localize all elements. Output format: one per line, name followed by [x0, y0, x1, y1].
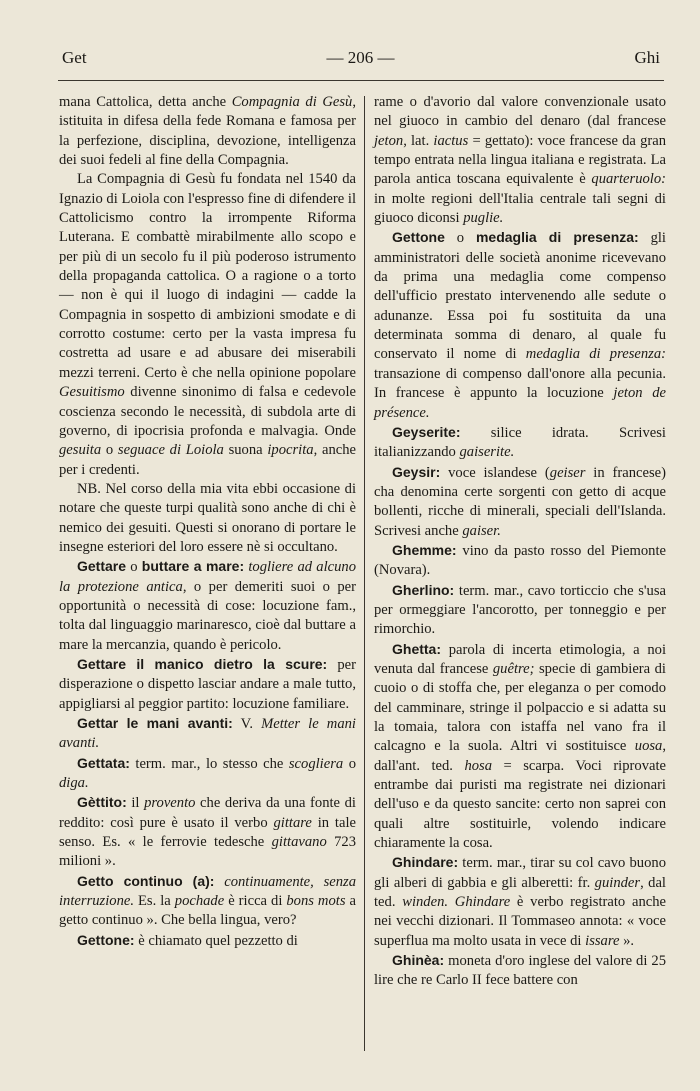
body-text: gli amministratori delle società anonime ricevevano da prima una medaglia come compenso dell'ufficio prestato intervenendo alle sedute o adunanze. Essa poi fu sostituita da una determinata somma di denaro, al quale fu conservato il nome di	[374, 230, 666, 363]
italic-text: jeton de présence.	[374, 385, 666, 421]
body-text: in molte regioni dell'Italia centrale tali segni di giuoco diconsi	[374, 190, 666, 227]
headword: Gettata:	[77, 754, 130, 771]
headword: Getto continuo (a):	[77, 872, 215, 889]
headword: medaglia di presenza:	[475, 229, 639, 246]
body-text: specie di gambiera di cuoio o di stoffa che, per eleganza o per comodo del camminare, stringe il polpaccio e si adatta su la tomaia, talora con istaffa nel vano fra il calcagno e la suola. Altri vi sostituisce	[374, 660, 666, 755]
headword: Gettare	[77, 558, 127, 575]
italic-text: iactus	[433, 132, 469, 149]
body-text: NB. Nel corso della mia vita ebbi occasione di notare che queste turpi qualità sono anche di chi è nemico dei gesuiti. Questi si onorano di portare le insegne esteriori del loro essere nè si occultano.	[59, 480, 356, 555]
body-text: transazione di compenso dall'onore alla pecunia. In francese è appunto la locuzione	[374, 365, 666, 402]
entry-paragraph	[59, 872, 356, 931]
header-left-guide-word: Get	[62, 48, 87, 67]
entry-paragraph	[59, 655, 356, 714]
entry-paragraph	[374, 93, 666, 228]
body-text: , dall'ant. ted.	[374, 738, 666, 774]
body-text	[214, 874, 224, 890]
italic-text: continuamente, senza interruzione.	[59, 873, 356, 910]
page-number: — 206 —	[326, 48, 395, 67]
body-text: in francese) cha denomina certe sorgenti con getto di acque bollenti, ricche di minerali, speciali dell'Islanda. Scrivesi anche	[374, 464, 666, 539]
italic-text: geiser	[549, 464, 586, 481]
body-text: rame o d'avorio dal valore convenzionale usato nel giuoco in cambio del denaro (dal francese	[374, 94, 666, 130]
body-text: ».	[619, 932, 635, 949]
entry-paragraph	[59, 170, 356, 480]
headword: Gettar le mani avanti:	[77, 715, 233, 731]
body-text: moneta d'oro inglese del valore di 25 lire che re Carlo II fece battere con	[374, 953, 666, 989]
entry-paragraph	[374, 541, 666, 581]
entry-paragraph	[59, 480, 356, 557]
entry-paragraph	[374, 853, 666, 951]
body-text: o	[101, 442, 118, 459]
body-text: = gettato): voce francese da gran tempo entrata nella lingua italiana e registrata. La parola antica toscana equivalente è	[374, 132, 666, 188]
entry-paragraph	[59, 714, 356, 754]
headword: Gettare il manico dietro la scure:	[77, 655, 328, 672]
italic-text: provento	[144, 795, 196, 812]
entry-paragraph	[374, 640, 666, 854]
entry-paragraph	[374, 423, 666, 463]
italic-text: guinder	[594, 874, 641, 891]
body-text: è verbo registrato anche nei vecchi dizionari. Il Tommaseo annota: « voce superflua ma molto usata in vece di	[374, 894, 666, 949]
italic-text: Metter le mani avanti.	[59, 716, 356, 752]
header-right-guide-word: Ghi	[634, 48, 660, 67]
entry-paragraph	[59, 93, 356, 170]
entry-paragraph	[59, 793, 356, 871]
italic-text: uosa	[634, 738, 663, 755]
body-text: Es. la	[134, 893, 175, 910]
headword: Geysir:	[392, 463, 441, 480]
italic-text: bons mots	[286, 893, 346, 910]
headword: Gherlino:	[392, 581, 455, 598]
entry-paragraph	[59, 931, 356, 951]
body-text: parola di incerta etimologia, a noi venuta dal francese	[374, 641, 666, 677]
italic-text: hosa	[464, 757, 493, 774]
body-text: , dal ted.	[374, 874, 666, 911]
entry-paragraph	[374, 951, 666, 991]
italic-text: gaiser.	[462, 522, 501, 539]
body-text: è chiamato quel pezzetto di	[134, 932, 298, 949]
entry-paragraph	[374, 463, 666, 541]
body-text: che deriva da una fonte di reddito: così pure è usato il verbo	[59, 795, 356, 831]
body-text: o	[343, 755, 356, 772]
italic-text: gittavano	[271, 834, 327, 851]
body-text	[448, 894, 455, 910]
running-header	[62, 44, 660, 72]
italic-text: pochade	[174, 893, 225, 910]
italic-text: medaglia di presenza:	[525, 346, 666, 363]
headword: Gettone	[392, 229, 445, 246]
left-column	[59, 93, 356, 951]
headword: Geyserite:	[392, 423, 461, 440]
body-text: , istituita in difesa della fede Romana e famosa per la perfezione, disciplina, devozione, intelligenza dei suoi fedeli al fine della Compagnia.	[59, 94, 356, 169]
body-text: è ricca di	[224, 893, 287, 910]
header-rule	[58, 80, 664, 81]
headword: Gettone:	[77, 931, 135, 948]
body-text: suona	[223, 442, 268, 459]
body-text: a getto continuo ». Che bella lingua, vero?	[59, 893, 356, 929]
column-divider	[364, 96, 365, 1051]
italic-text: Compagnia di Gesù	[231, 94, 353, 110]
headword: Gèttito:	[77, 794, 127, 811]
body-text: silice idrata. Scrivesi italianizzando	[374, 424, 666, 461]
body-text: , o per demeriti suoi o per opportunità o necessità di cose: locuzione fam., tolta dal linguaggio marinaresco, cioè dal buttare a mare la mercanzia, quando è pericolo.	[59, 578, 356, 653]
italic-text: Gesuitismo	[59, 384, 125, 401]
right-column	[374, 93, 666, 991]
body-text: il	[126, 795, 145, 812]
entry-paragraph	[374, 228, 666, 422]
headword: Ghindare:	[392, 854, 459, 871]
body-text: = scarpa. Voci riprovate entrambe dai puristi ma registrate nei dizionari dell'uso e da questo sancite: certo non saprei con quali altre sostituirle, volendo indicare chiaramente la cosa.	[374, 757, 666, 852]
body-text: vino da pasto rosso del Piemonte (Novara).	[374, 542, 666, 579]
body-text: , lat.	[403, 132, 434, 149]
italic-text: gittare	[273, 814, 312, 831]
italic-text: ipocrita	[267, 442, 314, 459]
body-text: in tale senso. Es. « le ferrovie tedesche	[59, 814, 356, 851]
italic-text: puglie.	[463, 210, 504, 227]
italic-text: guêtre;	[492, 660, 535, 677]
body-text: o	[126, 559, 142, 576]
entry-paragraph	[374, 581, 666, 640]
italic-text: winden.	[402, 894, 449, 911]
italic-text: issare	[585, 932, 620, 949]
italic-text: jeton	[374, 132, 404, 149]
body-text: o	[444, 230, 476, 247]
italic-text: Ghindare	[454, 894, 511, 911]
entry-paragraph	[59, 754, 356, 794]
italic-text: gaiserite.	[459, 444, 515, 461]
italic-text: diga.	[59, 775, 89, 792]
italic-text: seguace di Loiola	[117, 442, 224, 459]
italic-text: quarteruolo:	[591, 171, 666, 188]
body-text: per disperazione o dispetto lasciar andare a male tutto, appigliarsi al peggior partito: locuzione familiare.	[59, 656, 356, 712]
body-text: term. mar., lo stesso che	[129, 755, 289, 772]
body-text: 723 milioni ».	[59, 834, 356, 870]
body-text: divenne sinonimo di falsa e cedevole coscienza secondo le necessità, di subdola arte di governo, di ipocrisia profonda e malvagia. Onde	[59, 384, 356, 439]
body-text: term. mar., cavo torticcio che s'usa per ormeggiare l'ancorotto, per tonneggio e per rimorchio.	[374, 582, 666, 638]
body-text: , anche per i credenti.	[59, 442, 356, 478]
italic-text: gesuita	[59, 442, 102, 459]
entry-paragraph	[59, 557, 356, 655]
headword: Ghetta:	[392, 640, 441, 657]
body-text: voce islandese (	[440, 464, 550, 481]
body-text: term. mar., tirar su col cavo buono gli alberi di gabbia e gli alberetti: fr.	[374, 855, 666, 891]
italic-text: scogliera	[288, 755, 344, 772]
headword: buttare a mare:	[141, 558, 245, 575]
body-text: mana Cattolica, detta anche	[59, 94, 232, 110]
body-text: La Compagnia di Gesù fu fondata nel 1540 da Ignazio di Loiola con l'espresso fine di difendere il Cattolicismo contro la irrompente Riforma Luterana. E combattè mirabilmente allo scopo e per più di un secolo fu il più poderoso istrumento della propaganda cattolica. O a ragione o a torto — non è qui il luogo di indagini — cadde la Compagnia in sospetto di ambizioni smodate e di corrotto costume: certo per la vasta impresa fu costretta ad usare e ad abusare dei miserabili mezzi terreni. Certo è che nella opinione popolare	[59, 171, 356, 381]
italic-text: togliere ad alcuno la protezione antica	[59, 559, 356, 595]
headword: Ghemme:	[392, 541, 457, 558]
body-text: V.	[232, 716, 262, 732]
headword: Ghinèa:	[392, 952, 445, 969]
